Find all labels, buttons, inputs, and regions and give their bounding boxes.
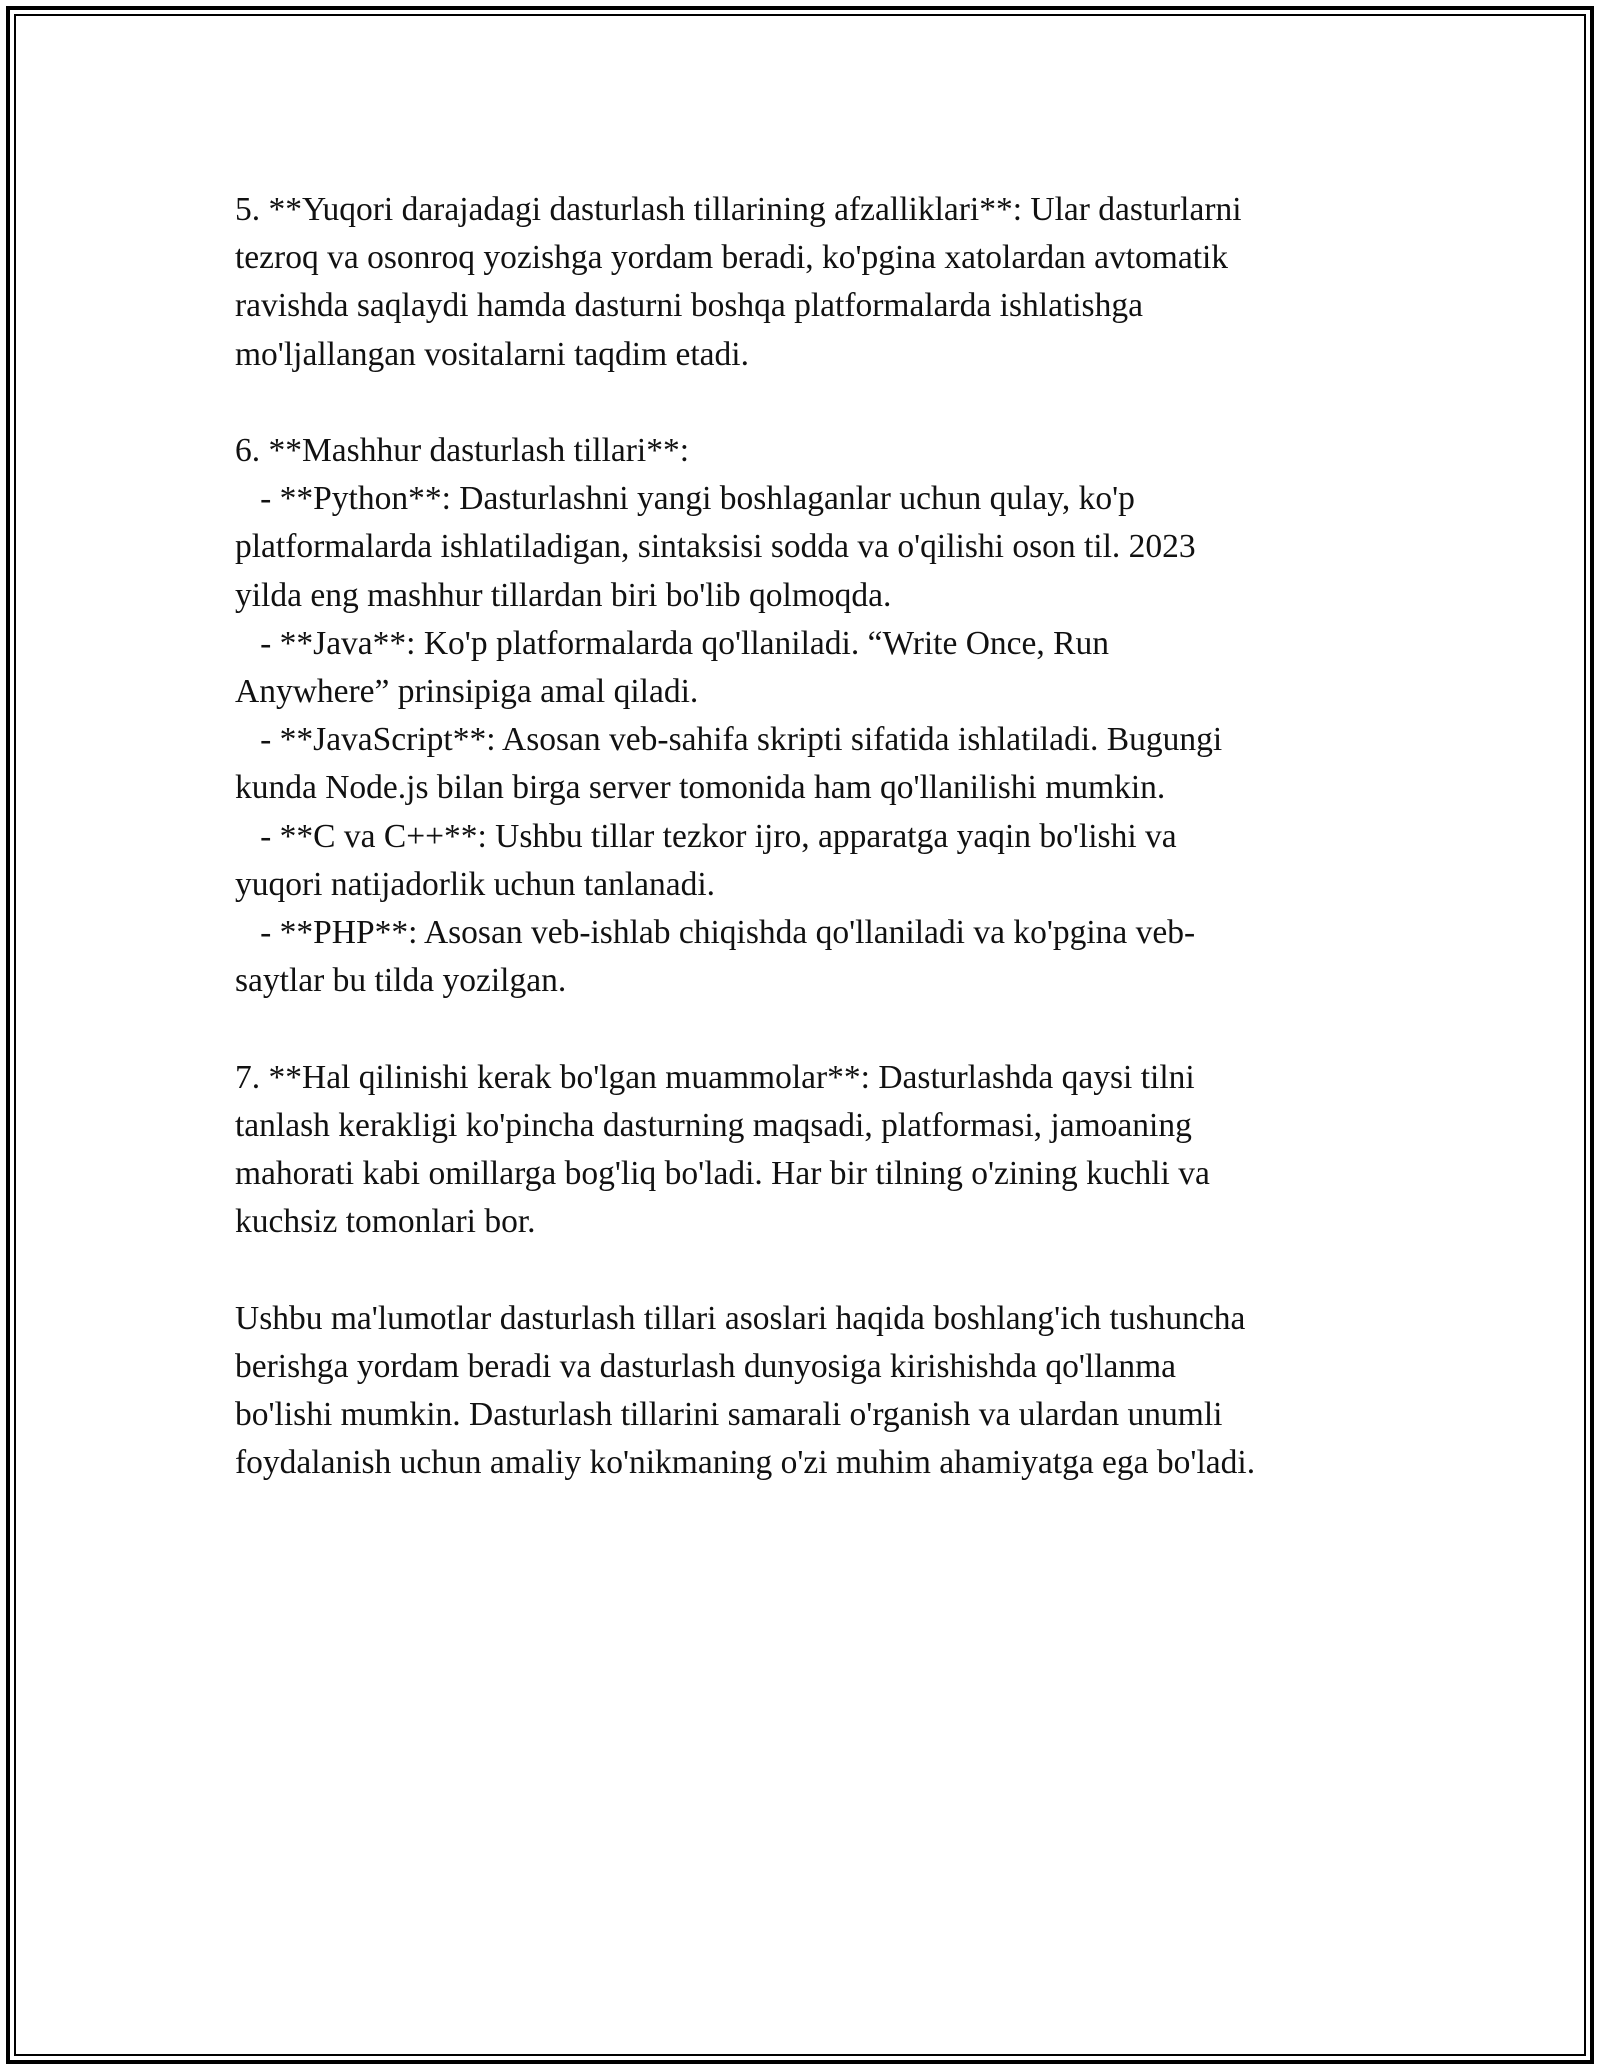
section-5-paragraph <box>235 186 1375 379</box>
text-line: tezroq va osonroq yozishga yordam beradi, ko'pgina xatolardan avtomatik <box>235 239 1229 277</box>
text-line: bo'lishi mumkin. Dasturlash tillarini samarali o'rganish va ulardan unumli <box>235 1396 1223 1434</box>
text-line: 5. **Yuqori darajadagi dasturlash tillarining afzalliklari**: Ular dasturlarni <box>235 191 1242 228</box>
text-line: yuqori natijadorlik uchun tanlanadi. <box>235 865 716 903</box>
text-line: ravishda saqlaydi hamda dasturni boshqa platformalarda ishlatishga <box>235 287 1143 325</box>
text-line: kunda Node.js bilan birga server tomonida ham qo'llanilishi mumkin. <box>235 769 1166 807</box>
text-line: mo'ljallangan vositalarni taqdim etadi. <box>235 335 749 373</box>
text-line: Anywhere” prinsipiga amal qiladi. <box>235 673 699 711</box>
section-6-paragraph <box>235 427 1375 1005</box>
text-line: foydalanish uchun amaliy ko'nikmaning o'zi muhim ahamiyatga ega bo'ladi. <box>235 1444 1256 1482</box>
text-line: berishga yordam beradi va dasturlash dunyosiga kirishishda qo'llanma <box>235 1347 1177 1385</box>
document-body <box>235 186 1375 1487</box>
conclusion-paragraph <box>235 1295 1375 1488</box>
text-line: yilda eng mashhur tillardan biri bo'lib qolmoqda. <box>235 576 892 614</box>
text-line: 7. **Hal qilinishi kerak bo'lgan muammolar**: Dasturlashda qaysi tilni <box>235 1058 1195 1096</box>
list-item-java: - **Java**: Ko'p platformalarda qo'llaniladi. “Write Once, Run <box>235 624 1110 662</box>
text-line: kuchsiz tomonlari bor. <box>235 1203 536 1241</box>
text-line: platformalarda ishlatiladigan, sintaksisi sodda va o'qilishi oson til. 2023 <box>235 528 1196 566</box>
list-item-javascript: - **JavaScript**: Asosan veb-sahifa skripti sifatida ishlatiladi. Bugungi <box>235 721 1223 759</box>
list-item-python: - **Python**: Dasturlashni yangi boshlaganlar uchun qulay, ko'p <box>235 480 1135 518</box>
list-item-c-cpp: - **C va C++**: Ushbu tillar tezkor ijro, apparatga yaqin bo'lishi va <box>235 817 1177 855</box>
text-line: mahorati kabi omillarga bog'liq bo'ladi. Har bir tilning o'zining kuchli va <box>235 1155 1210 1193</box>
text-line: saytlar bu tilda yozilgan. <box>235 962 567 1000</box>
text-line: Ushbu ma'lumotlar dasturlash tillari asoslari haqida boshlang'ich tushuncha <box>235 1299 1246 1337</box>
text-line: tanlash kerakligi ko'pincha dasturning maqsadi, platformasi, jamoaning <box>235 1106 1192 1144</box>
section-6-heading: 6. **Mashhur dasturlash tillari**: <box>235 432 690 469</box>
section-7-paragraph <box>235 1054 1375 1247</box>
list-item-php: - **PHP**: Asosan veb-ishlab chiqishda qo'llaniladi va ko'pgina veb- <box>235 914 1196 952</box>
